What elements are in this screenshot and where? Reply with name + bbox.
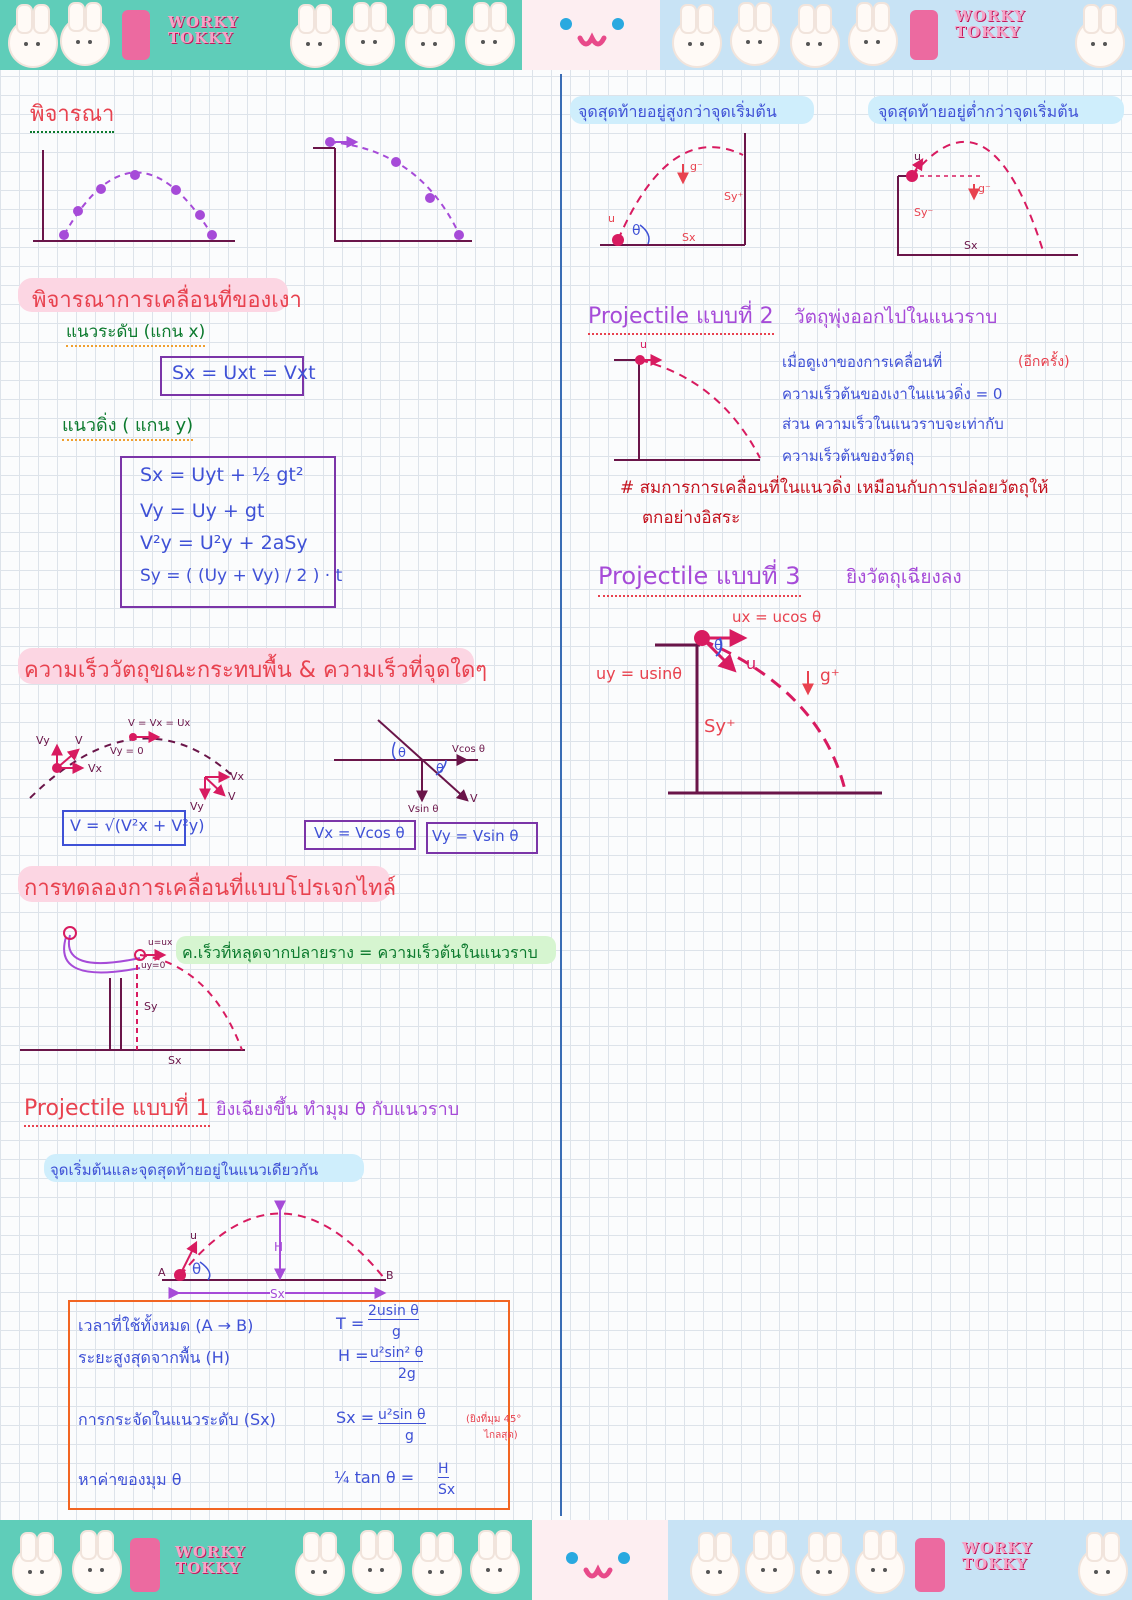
below-label-sy: Sy⁻ [914,206,934,219]
horizontal-axis-label: แนวระดับ (แกน x) [66,318,205,347]
end-lower-label: จุดสุดท้ายอยู่ต่ำกว่าจุดเริ่มต้น [878,102,1079,121]
summary-num-3: u²sin θ [378,1407,426,1423]
summary-note-1: (ยิงที่มุม 45° [466,1414,522,1425]
exp-label-sy: Sy [144,1000,158,1013]
vel-label-vy-right: Vy [190,800,204,813]
below-label-g: g⁻ [978,182,991,195]
bunny-sticker [72,1544,122,1594]
bunny-sticker [800,1546,850,1596]
shadow-parabola-diagram [33,150,235,242]
below-label-sx: Sx [964,239,978,252]
vertical-formula-2: Vy = Uy + gt [140,500,265,522]
type1-label-b: B [386,1269,394,1282]
experiment-note: ค.เร็วที่หลุดจากปลายราง = ความเร็วต้นในแนวราบ [182,943,538,962]
type3-diagram [655,630,882,794]
summary-den-3: g [405,1428,414,1444]
type1-label-sx: Sx [270,1287,285,1301]
below-label-u: u [914,150,921,163]
above-label-sx: Sx [682,231,696,244]
type3-label-sy: Sy⁺ [704,716,736,737]
sx-formula: Sx = Uxt = Vxt [172,362,316,384]
type2-label-u: u [640,338,647,351]
vel-label-vx: Vx [88,762,103,775]
type3-label-g: g⁺ [820,666,840,686]
vel-label-vcos: Vcos θ [452,744,485,755]
horizontal-launch-diagram [313,137,472,242]
vel-label-theta-1: θ [398,746,406,761]
summary-num-1: 2usin θ [368,1303,419,1319]
vel-label-v: V [75,734,83,747]
vel-label-vy0: Vy = 0 [110,746,144,757]
type2-note-1: # สมการการเคลื่อนที่ในแนวดิ่ง เหมือนกับการปล่อยวัตถุให้ [620,478,1049,498]
vertical-formula-3: V²y = U²y + 2aSy [140,532,308,554]
vel-label-vy: Vy [36,734,50,747]
above-label-sy: Sy⁺ [724,190,744,203]
consider-heading: พิจารณา [30,96,114,133]
summary-lhs-4: ¼ tan θ = [334,1468,415,1487]
logo: WORKY TOKKY [175,1543,246,1577]
bunny-face-icon [566,1538,630,1588]
type1-label-a: A [158,1266,166,1279]
type1-label-theta: θ [192,1260,202,1278]
type1-label-u: u [190,1229,197,1242]
summary-label-2: ระยะสูงสุดจากพื้น (H) [78,1348,231,1367]
vel-label-theta-2: θ [436,762,444,777]
logo: WORKY TOKKY [962,1539,1033,1573]
above-label-u: u [608,212,615,225]
bunny-sticker [855,1544,905,1594]
type2-title: Projectile แบบที่ 2 [588,298,774,335]
experiment-title: การทดลองการเคลื่อนที่แบบโปรเจกไทล์ [24,876,397,901]
summary-label-4: หาค่าของมุม θ [78,1470,182,1489]
summary-lhs-2: H = [338,1346,369,1365]
summary-den-1: g [392,1324,401,1340]
bunny-sticker [1078,1546,1128,1596]
type3-label-u: u [746,654,757,673]
summary-note-2: ไกลสุด) [484,1430,518,1441]
shadow-motion-title: พิจารณาการเคลื่อนที่ของเงา [32,288,302,313]
summary-label-3: การกระจัดในแนวระดับ (Sx) [78,1410,276,1429]
type2-line-3: ส่วน ความเร็วในแนวราบจะเท่ากับ [782,415,1004,433]
summary-lhs-1: T = [336,1314,365,1333]
type2-note-2: ตกอย่างอิสระ [642,508,741,528]
v-formula: V = √(V²x + V²y) [70,816,205,835]
type3-label-ux: ux = ucos θ [732,608,822,626]
exp-label-sx: Sx [168,1054,182,1067]
type3-description: ยิงวัตถุเฉียงลง [846,566,962,588]
exp-label-ux: u=ux [148,938,173,948]
exp-label-uy0: uy=0 [141,961,166,971]
type3-label-theta: θ [714,638,723,654]
bunny-sticker [12,1546,62,1596]
velocity-decomposition-diagram [334,720,478,800]
milk-bottle-icon [130,1538,160,1592]
above-label-theta: θ [632,223,641,239]
summary-den-4: Sx [438,1482,456,1498]
type1-title: Projectile แบบที่ 1 [24,1090,210,1127]
velocity-components-diagram [30,733,235,798]
type2-line-4: ความเร็วต้นของวัตถุ [782,447,915,465]
bunny-sticker [690,1546,740,1596]
end-higher-label: จุดสุดท้ายอยู่สูงกว่าจุดเริ่มต้น [578,102,777,121]
bunny-sticker [295,1546,345,1596]
summary-num-2: u²sin² θ [370,1345,424,1361]
type2-description: วัตถุพุ่งออกไปในแนวราบ [794,306,998,328]
type1-label-h: H [274,1240,284,1254]
logo: WORKY TOKKY [168,13,239,47]
bunny-sticker [745,1544,795,1594]
milk-bottle-icon [915,1538,945,1592]
type2-line-2: ความเร็วต้นของเงาในแนวดิ่ง = 0 [782,385,1003,403]
summary-den-2: 2g [398,1366,416,1382]
logo: WORKY TOKKY [955,7,1026,41]
velocity-title: ความเร็ววัตถุขณะกระทบพื้น & ความเร็วที่จุดใดๆ [24,658,488,683]
vel-label-top: V = Vx = Ux [128,718,191,729]
vertical-formula-4: Sy = ( (Uy + Vy) / 2 ) · t [140,566,343,586]
type2-again: (อีกครั้ง) [1018,354,1070,370]
vx-formula: Vx = Vcos θ [314,824,405,842]
end-lower-diagram [898,142,1078,256]
bottom-banner [0,1520,1132,1600]
summary-num-4: H [438,1461,449,1477]
type3-label-uy: uy = usinθ [596,664,683,683]
bunny-sticker [352,1544,402,1594]
summary-lhs-3: Sx = [336,1408,375,1427]
type2-line-1: เมื่อดูเงาของการเคลื่อนที่ [782,353,943,371]
vertical-formula-1: Sx = Uyt + ½ gt² [140,464,304,486]
type1-description: ยิงเฉียงขึ้น ทำมุม θ กับแนวราบ [216,1099,460,1120]
type1-subheading: จุดเริ่มต้นและจุดสุดท้ายอยู่ในแนวเดียวกัน [50,1161,319,1179]
summary-label-1: เวลาที่ใช้ทั้งหมด (A → B) [78,1316,254,1335]
vel-label-vx-right: Vx [230,770,245,783]
bunny-sticker [412,1546,462,1596]
type2-diagram [614,355,760,460]
vertical-axis-label: แนวดิ่ง ( แกน y) [62,410,193,441]
bunny-sticker [470,1544,520,1594]
vel-label-vsin: Vsin θ [408,804,439,815]
type3-title: Projectile แบบที่ 3 [598,556,801,597]
vy-formula: Vy = Vsin θ [432,827,519,845]
vel-label-v-diag: V [470,792,478,805]
above-label-g: g⁻ [690,160,703,173]
vel-label-v-right: V [228,790,236,803]
